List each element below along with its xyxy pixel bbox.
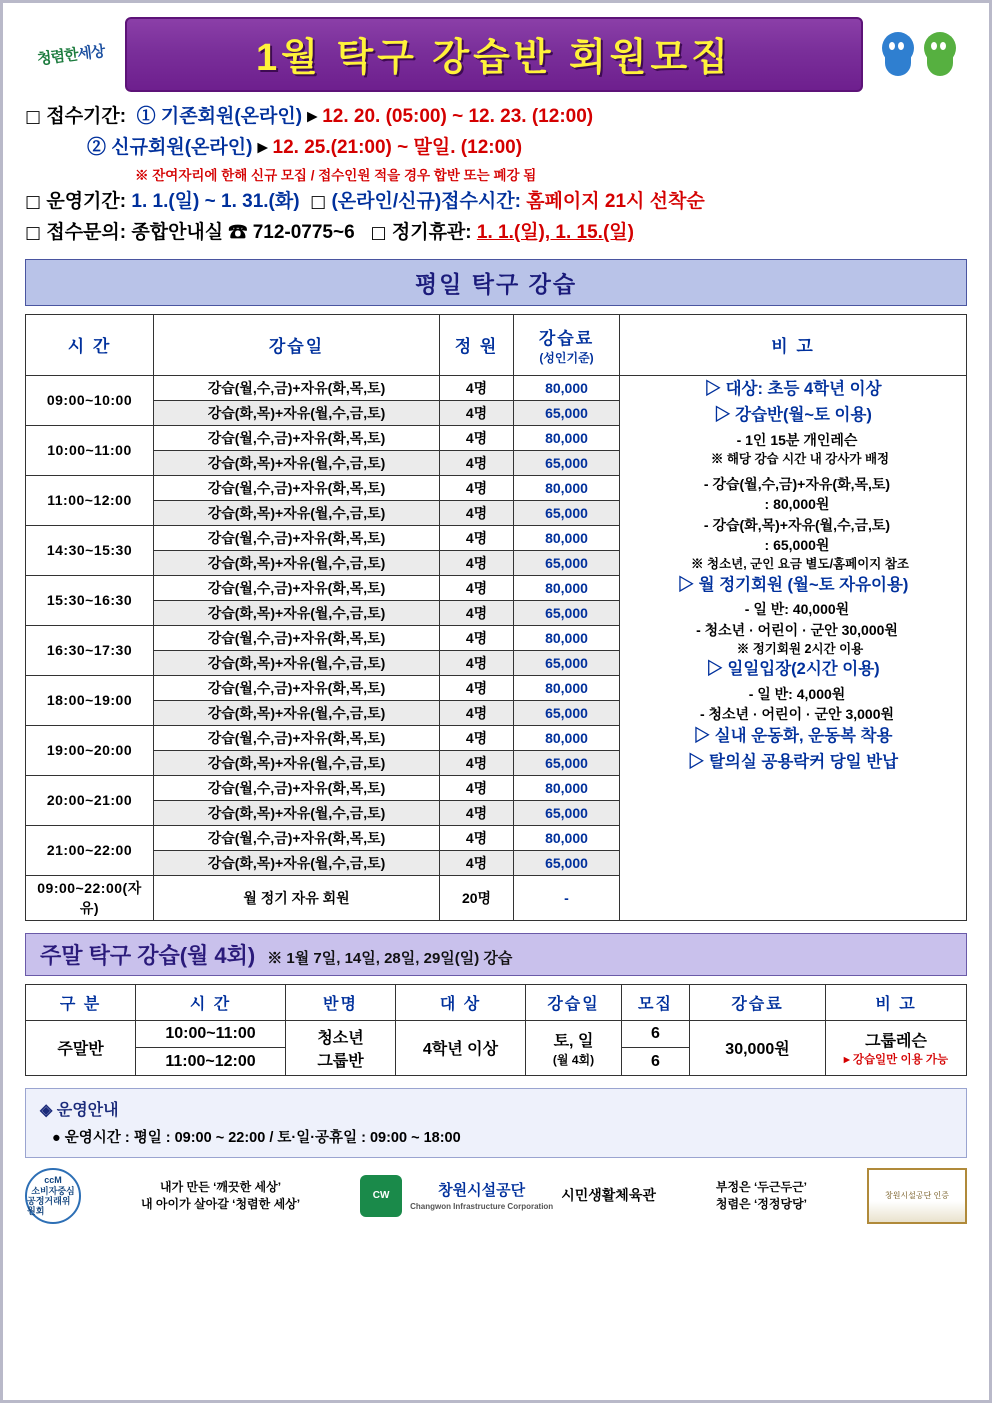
contact-value: 종합안내실 ☎ 712-0775~6 xyxy=(131,222,355,244)
new-member-value: 12. 25.(21:00) ~ 말일. (12:00) xyxy=(272,136,523,158)
course-cell: 강습(화,목)+자유(월,수,금,토) xyxy=(154,650,440,675)
remark-line: ▷ 일일입장(2시간 이용) xyxy=(706,660,880,679)
course-cell: 강습(화,목)+자유(월,수,금,토) xyxy=(154,850,440,875)
checkbox-icon: □ xyxy=(25,107,42,127)
page-title: 1월 탁구 강습반 회원모집 xyxy=(256,37,732,79)
certification-mark-icon: 창원시설공단 인증 xyxy=(867,1168,967,1224)
time-cell: 21:00~22:00 xyxy=(26,825,154,875)
capacity-cell: 4명 xyxy=(440,525,514,550)
last-row-course: 월 정기 자유 회원 xyxy=(154,875,440,920)
capacity-cell: 4명 xyxy=(440,650,514,675)
wk-time-2: 11:00~12:00 xyxy=(136,1048,286,1076)
fee-cell: 65,000 xyxy=(514,800,620,825)
fee-cell: 80,000 xyxy=(514,375,620,400)
arrow-icon: ▸ xyxy=(307,106,317,127)
fee-cell: 80,000 xyxy=(514,675,620,700)
fee-cell: 65,000 xyxy=(514,400,620,425)
weekend-row-1 xyxy=(26,1020,967,1048)
fee-cell: 65,000 xyxy=(514,500,620,525)
guide-title: ◈ 운영안내 xyxy=(40,1101,119,1119)
wk-fee: 30,000원 xyxy=(690,1020,826,1075)
slogan-1: 내가 만든 ‘깨끗한 세상’ 내 아이가 살아갈 ‘청렴한 세상’ xyxy=(140,1180,301,1211)
reception-note: ※ 잔여자리에 한해 신규 모집 / 접수인원 적을 경우 합반 또는 폐강 됨 xyxy=(135,167,537,183)
remark-line: ▷ 대상: 초등 4학년 이상 xyxy=(704,379,882,398)
poster-header xyxy=(25,17,967,92)
consumer-center-badge-icon: ccM 소비자중심 공정거래위원회 xyxy=(25,1168,81,1224)
course-cell: 강습(월,수,금)+자유(화,목,토) xyxy=(154,425,440,450)
capacity-cell: 4명 xyxy=(440,850,514,875)
remark-line: ※ 정기회원 2시간 이용 xyxy=(736,642,864,657)
fee-cell: 80,000 xyxy=(514,775,620,800)
wk-division: 주말반 xyxy=(26,1020,136,1075)
remark-line: - 1인 15분 개인레슨 xyxy=(736,431,858,448)
slogan-2: 부정은 ‘두근두근’ 청렴은 ‘정정당당’ xyxy=(715,1180,808,1211)
fee-cell: 80,000 xyxy=(514,625,620,650)
course-cell: 강습(월,수,금)+자유(화,목,토) xyxy=(154,725,440,750)
capacity-cell: 4명 xyxy=(440,500,514,525)
title-banner xyxy=(125,17,863,92)
weekend-section-title-bar xyxy=(25,933,967,976)
fee-cell: 65,000 xyxy=(514,550,620,575)
course-cell: 강습(월,수,금)+자유(화,목,토) xyxy=(154,475,440,500)
org-name-block: 창원시설공단 Changwon Infrastructure Corporation xyxy=(410,1181,554,1211)
operation-guide xyxy=(25,1088,967,1158)
col-course: 강습일 xyxy=(154,314,440,375)
col-remark: 비 고 xyxy=(620,314,967,375)
capacity-cell: 4명 xyxy=(440,600,514,625)
contact-label: 접수문의: xyxy=(46,222,127,244)
info-line-4 xyxy=(25,218,967,249)
last-row-fee: - xyxy=(514,875,620,920)
existing-member-label: ① 기존회원(온라인) xyxy=(136,106,303,127)
course-cell: 강습(화,목)+자유(월,수,금,토) xyxy=(154,700,440,725)
capacity-cell: 4명 xyxy=(440,825,514,850)
wk-class-name: 청소년 그룹반 xyxy=(286,1020,396,1075)
capacity-cell: 4명 xyxy=(440,675,514,700)
capacity-cell: 4명 xyxy=(440,800,514,825)
course-cell: 강습(월,수,금)+자유(화,목,토) xyxy=(154,825,440,850)
wk-time-1: 10:00~11:00 xyxy=(136,1020,286,1048)
fee-cell: 80,000 xyxy=(514,575,620,600)
time-cell: 18:00~19:00 xyxy=(26,675,154,725)
remark-line: : 65,000원 xyxy=(764,537,830,554)
fee-cell: 65,000 xyxy=(514,450,620,475)
fee-cell: 65,000 xyxy=(514,700,620,725)
col-fee-sub: (성인기준) xyxy=(539,350,594,365)
operating-period-label: 운영기간: xyxy=(46,191,127,213)
poster-footer xyxy=(25,1168,967,1224)
wk-col-class: 반명 xyxy=(286,984,396,1020)
col-time: 시 간 xyxy=(26,314,154,375)
course-cell: 강습(월,수,금)+자유(화,목,토) xyxy=(154,775,440,800)
weekend-schedule-table xyxy=(25,984,967,1076)
blue-mascot-icon xyxy=(881,32,915,78)
operating-period-value: 1. 1.(일) ~ 1. 31.(화) xyxy=(131,191,300,213)
capacity-cell: 4명 xyxy=(440,700,514,725)
changwon-logo-icon: CW xyxy=(360,1175,402,1217)
reception-period-label: 접수기간: xyxy=(46,106,127,127)
weekday-schedule-table xyxy=(25,314,967,921)
fee-cell: 80,000 xyxy=(514,425,620,450)
wk-remark: 그룹레슨 ▸ 강습일만 이용 가능 xyxy=(826,1020,967,1075)
course-cell: 강습(화,목)+자유(월,수,금,토) xyxy=(154,450,440,475)
table-header-row xyxy=(26,314,967,375)
time-cell: 10:00~11:00 xyxy=(26,425,154,475)
remark-line: - 일 반: 40,000원 xyxy=(744,601,850,618)
wk-col-division: 구 분 xyxy=(26,984,136,1020)
reception-time-label: (온라인/신규)접수시간: xyxy=(331,191,521,213)
course-cell: 강습(화,목)+자유(월,수,금,토) xyxy=(154,750,440,775)
remark-line: : 80,000원 xyxy=(764,496,830,513)
time-cell: 19:00~20:00 xyxy=(26,725,154,775)
capacity-cell: 4명 xyxy=(440,450,514,475)
checkbox-icon-3: □ xyxy=(310,192,327,213)
last-row-time: 09:00~22:00(자유) xyxy=(26,875,154,920)
remark-line: ※ 해당 강습 시간 내 강사가 배정 xyxy=(710,452,890,467)
course-cell: 강습(월,수,금)+자유(화,목,토) xyxy=(154,375,440,400)
wk-col-fee: 강습료 xyxy=(690,984,826,1020)
wk-count-1: 6 xyxy=(622,1020,690,1048)
remark-line: ※ 청소년, 군인 요금 별도/홈페이지 참조 xyxy=(691,557,909,572)
checkbox-icon-4: □ xyxy=(25,223,42,244)
time-cell: 11:00~12:00 xyxy=(26,475,154,525)
org-division: 시민생활체육관 xyxy=(561,1187,656,1204)
wk-col-remark: 비 고 xyxy=(826,984,967,1020)
fee-cell: 65,000 xyxy=(514,650,620,675)
time-cell: 14:30~15:30 xyxy=(26,525,154,575)
weekend-section-title: 주말 탁구 강습(월 4회) xyxy=(40,942,256,968)
time-cell: 20:00~21:00 xyxy=(26,775,154,825)
remark-line: ▷ 월 정기회원 (월~토 자유이용) xyxy=(677,575,909,594)
wk-target: 4학년 이상 xyxy=(396,1020,526,1075)
capacity-cell: 4명 xyxy=(440,575,514,600)
wk-col-target: 대 상 xyxy=(396,984,526,1020)
capacity-cell: 4명 xyxy=(440,775,514,800)
capacity-cell: 4명 xyxy=(440,725,514,750)
clean-world-logo xyxy=(25,24,117,86)
time-cell: 15:30~16:30 xyxy=(26,575,154,625)
logo-text-2: 세상 xyxy=(76,42,106,64)
remark-line: ▷ 강습반(월~토 이용) xyxy=(714,405,872,424)
capacity-cell: 4명 xyxy=(440,625,514,650)
holiday-value: 1. 1.(일), 1. 15.(일) xyxy=(476,222,634,244)
remark-line: - 일 반: 4,000원 xyxy=(748,686,846,703)
capacity-cell: 4명 xyxy=(440,375,514,400)
fee-cell: 65,000 xyxy=(514,850,620,875)
weekday-remark-cell xyxy=(620,375,967,920)
wk-count-2: 6 xyxy=(622,1048,690,1076)
remark-line: - 강습(월,수,금)+자유(화,목,토) xyxy=(703,476,891,493)
remark-line: - 청소년 · 어린이 · 군안 3,000원 xyxy=(699,706,895,723)
holiday-label: 정기휴관: xyxy=(391,222,472,244)
arrow-icon-2: ▸ xyxy=(257,136,268,158)
existing-member-value: 12. 20. (05:00) ~ 12. 23. (12:00) xyxy=(322,106,594,127)
fee-cell: 65,000 xyxy=(514,600,620,625)
checkbox-icon-5: □ xyxy=(370,223,387,244)
course-cell: 강습(화,목)+자유(월,수,금,토) xyxy=(154,550,440,575)
logo-text-1: 청렴한 xyxy=(36,46,79,69)
fee-cell: 80,000 xyxy=(514,525,620,550)
weekend-header-row xyxy=(26,984,967,1020)
course-cell: 강습(월,수,금)+자유(화,목,토) xyxy=(154,525,440,550)
capacity-cell: 4명 xyxy=(440,550,514,575)
wk-days: 토, 일 (월 4회) xyxy=(526,1020,622,1075)
capacity-cell: 4명 xyxy=(440,750,514,775)
info-line-2 xyxy=(25,133,967,164)
col-capacity: 정 원 xyxy=(440,314,514,375)
wk-col-days: 강습일 xyxy=(526,984,622,1020)
weekend-section-note: ※ 1월 7일, 14일, 28일, 29일(일) 강습 xyxy=(267,949,513,967)
course-cell: 강습(화,목)+자유(월,수,금,토) xyxy=(154,500,440,525)
wk-col-time: 시 간 xyxy=(136,984,286,1020)
new-member-label: ② 신규회원(온라인) xyxy=(87,136,253,158)
last-row-capacity: 20명 xyxy=(440,875,514,920)
col-fee: 강습료 (성인기준) xyxy=(514,314,620,375)
remark-line: ▷ 탈의실 공용락커 당일 반납 xyxy=(687,752,899,771)
weekday-section-title: 평일 탁구 강습 xyxy=(25,259,967,306)
remark-line: - 청소년 · 어린이 · 군안 30,000원 xyxy=(696,621,898,638)
checkbox-icon-2: □ xyxy=(25,192,42,213)
course-cell: 강습(화,목)+자유(월,수,금,토) xyxy=(154,800,440,825)
capacity-cell: 4명 xyxy=(440,425,514,450)
org-logo-block xyxy=(360,1175,656,1217)
fee-cell: 80,000 xyxy=(514,475,620,500)
fee-cell: 65,000 xyxy=(514,750,620,775)
mascot-group xyxy=(871,24,967,86)
time-cell: 09:00~10:00 xyxy=(26,375,154,425)
time-cell: 16:30~17:30 xyxy=(26,625,154,675)
course-cell: 강습(월,수,금)+자유(화,목,토) xyxy=(154,625,440,650)
capacity-cell: 4명 xyxy=(440,400,514,425)
info-line-1 xyxy=(25,102,967,133)
capacity-cell: 4명 xyxy=(440,475,514,500)
reception-time-value: 홈페이지 21시 선착순 xyxy=(526,191,705,213)
wk-col-count: 모집 xyxy=(622,984,690,1020)
course-cell: 강습(화,목)+자유(월,수,금,토) xyxy=(154,400,440,425)
course-cell: 강습(월,수,금)+자유(화,목,토) xyxy=(154,675,440,700)
course-cell: 강습(화,목)+자유(월,수,금,토) xyxy=(154,600,440,625)
remark-line: - 강습(화,목)+자유(월,수,금,토) xyxy=(703,516,891,533)
wk-days-sub: (월 4회) xyxy=(552,1052,595,1067)
wk-remark-sub: ▸ 강습일만 이용 가능 xyxy=(843,1054,949,1067)
course-cell: 강습(월,수,금)+자유(화,목,토) xyxy=(154,575,440,600)
green-mascot-icon xyxy=(923,32,957,78)
guide-line-1: ● 운영시간 : 평일 : 09:00 ~ 22:00 / 토·일·공휴일 : 09:00 ~ 18:00 xyxy=(52,1129,461,1146)
table-row xyxy=(26,375,967,400)
info-line-3 xyxy=(25,187,967,218)
fee-cell: 80,000 xyxy=(514,825,620,850)
remark-line: ▷ 실내 운동화, 운동복 착용 xyxy=(693,726,893,745)
fee-cell: 80,000 xyxy=(514,725,620,750)
info-block xyxy=(25,102,967,249)
